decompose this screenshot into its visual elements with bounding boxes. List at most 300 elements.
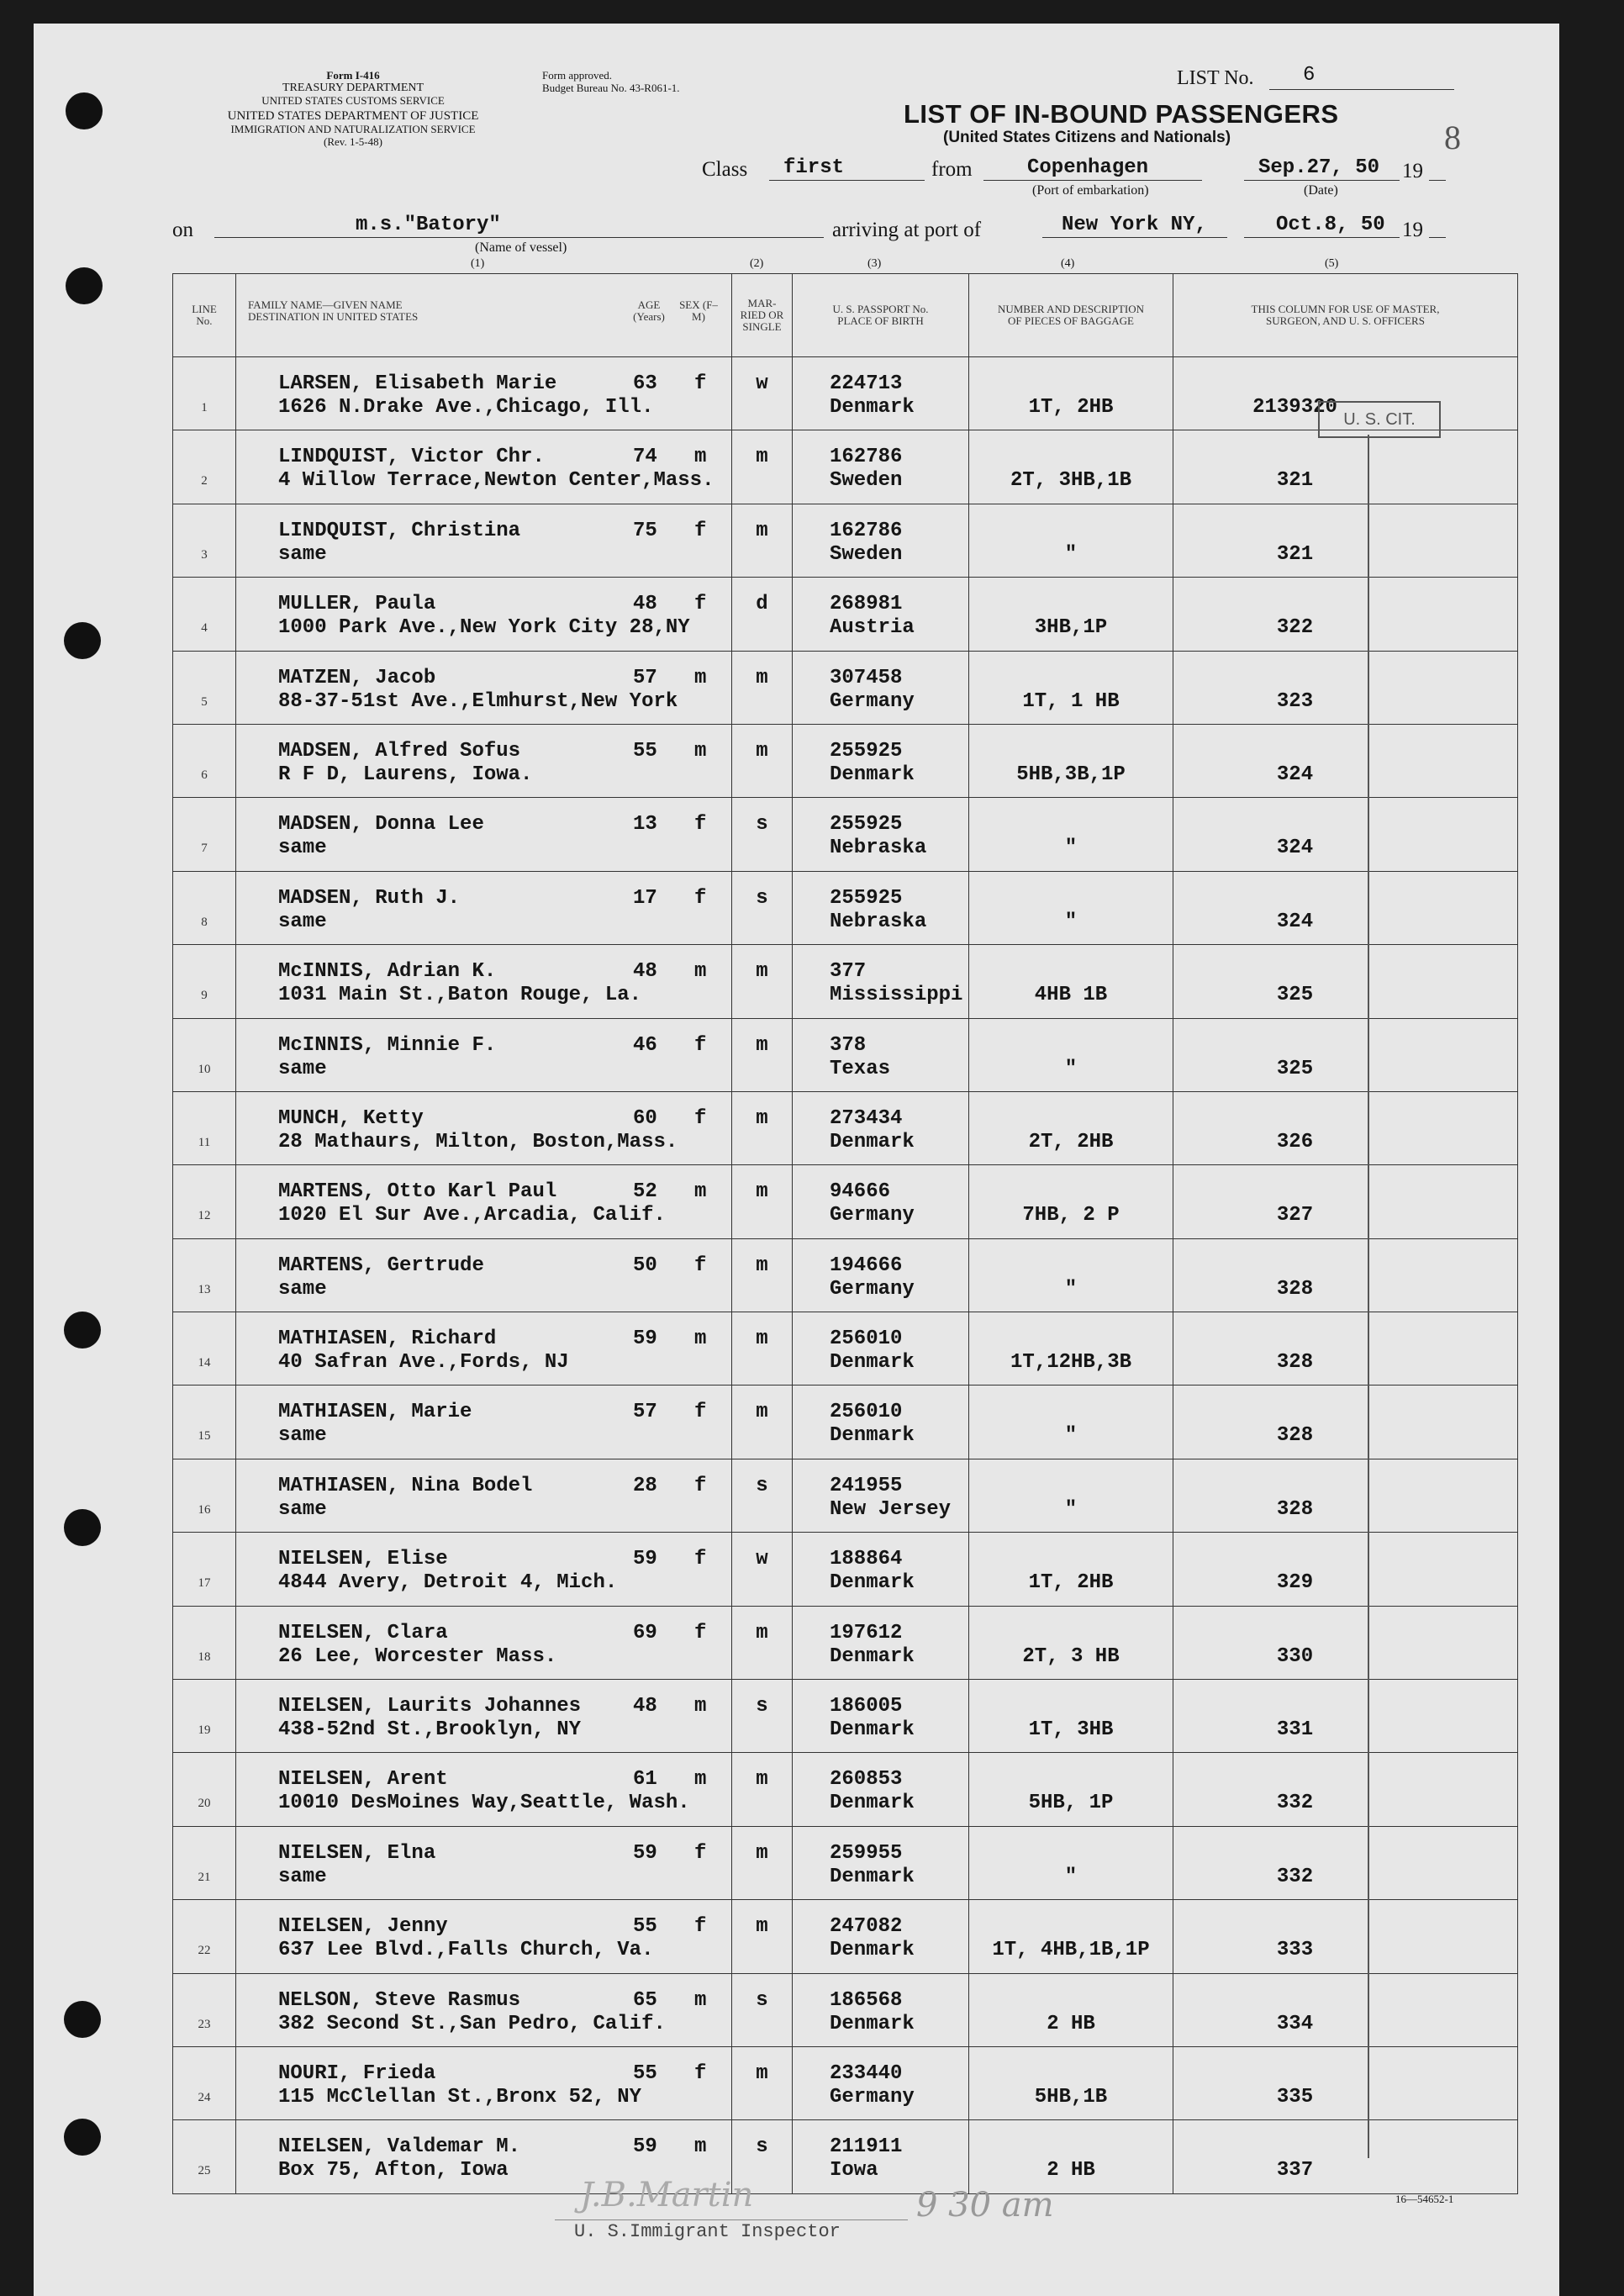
officer-code: 325 — [1276, 984, 1314, 1007]
passenger-name: MADSEN, Ruth J. — [278, 886, 461, 910]
passport-number: 256010 — [830, 1327, 903, 1351]
on-label: on — [172, 219, 193, 241]
passport-number: 211911 — [830, 2135, 903, 2159]
name-cell — [236, 2046, 732, 2119]
destination: same — [278, 542, 327, 566]
passenger-name: NELSON, Steve Rasmus — [278, 1988, 521, 2012]
from-value: Copenhagen — [1027, 156, 1149, 179]
age: 59 — [633, 1327, 657, 1351]
destination: same — [278, 1865, 327, 1888]
line-no: 16 — [198, 1502, 211, 1517]
officers-cell — [1173, 1459, 1518, 1532]
marital-cell — [732, 1165, 793, 1238]
baggage: 3HB,1P — [1034, 616, 1108, 640]
officer-code: 327 — [1276, 1204, 1314, 1227]
officers-cell — [1173, 798, 1518, 871]
baggage-cell — [969, 1018, 1173, 1091]
col-num-baggage: (4) — [1061, 257, 1075, 270]
line-no: 13 — [198, 1282, 211, 1296]
destination: 115 McClellan St.,Bronx 52, NY — [278, 2085, 642, 2109]
passport-number: 255925 — [830, 886, 903, 910]
line-no-cell — [173, 1312, 236, 1386]
marital-cell — [732, 1018, 793, 1091]
line-no: 8 — [201, 915, 208, 929]
marital-status: s — [756, 1474, 768, 1497]
name-cell — [236, 1606, 732, 1679]
officers-cell — [1173, 945, 1518, 1018]
age: 60 — [633, 1106, 657, 1130]
table-header — [173, 274, 1518, 357]
line-no: 10 — [198, 1062, 211, 1076]
line-no: 2 — [201, 474, 208, 488]
sex: f — [694, 1033, 707, 1057]
table-row — [173, 1091, 1518, 1164]
passport-number: 377 — [830, 960, 867, 984]
officer-code: 328 — [1276, 1277, 1314, 1301]
marital-cell — [732, 1753, 793, 1826]
baggage: " — [1064, 542, 1078, 566]
line-no-cell — [173, 2120, 236, 2193]
officer-code: 321 — [1276, 542, 1314, 566]
table-row — [173, 1753, 1518, 1826]
arriving-label: arriving at port of — [832, 219, 982, 241]
baggage: 2T, 2HB — [1028, 1130, 1114, 1153]
line-no: 17 — [198, 1576, 211, 1591]
officer-code: 2139320 — [1252, 396, 1337, 419]
col-line-no: LINE No. — [173, 274, 236, 357]
officer-code: 328 — [1276, 1424, 1314, 1448]
sex: m — [694, 446, 707, 469]
port-caption: (Port of embarkation) — [1032, 183, 1149, 198]
baggage-cell — [969, 724, 1173, 797]
passport-cell — [793, 1680, 969, 1753]
passport-number: 162786 — [830, 519, 903, 542]
marital-status: m — [756, 1254, 768, 1277]
age: 13 — [633, 813, 657, 837]
embark-date: Sep.27, 50 — [1258, 156, 1380, 179]
officer-code: 328 — [1276, 1497, 1314, 1521]
officer-code: 325 — [1276, 1057, 1314, 1080]
destination: 1020 El Sur Ave.,Arcadia, Calif. — [278, 1204, 666, 1227]
revision: (Rev. 1-5-48) — [324, 135, 382, 148]
table-row — [173, 1165, 1518, 1238]
age: 17 — [633, 886, 657, 910]
binder-hole — [64, 1509, 101, 1546]
officers-cell — [1173, 1165, 1518, 1238]
place-of-birth: Germany — [830, 1277, 915, 1301]
officers-cell — [1173, 504, 1518, 577]
place-of-birth: Denmark — [830, 1424, 915, 1448]
name-cell — [236, 1165, 732, 1238]
line-no-cell — [173, 1459, 236, 1532]
place-of-birth: Denmark — [830, 2012, 915, 2035]
passport-number: 233440 — [830, 2061, 903, 2085]
place-of-birth: Sweden — [830, 542, 903, 566]
line-no-cell — [173, 724, 236, 797]
ins-service: IMMIGRATION AND NATURALIZATION SERVICE — [230, 123, 476, 135]
vessel-caption: (Name of vessel) — [475, 240, 567, 255]
line-no-cell — [173, 1238, 236, 1312]
passenger-name: MADSEN, Alfred Sofus — [278, 739, 521, 763]
marital-status: m — [756, 739, 768, 763]
name-cell — [236, 430, 732, 504]
officer-code: 332 — [1276, 1792, 1314, 1815]
sex: m — [694, 666, 707, 689]
us-citizen-stamp: U. S. CIT. — [1318, 401, 1441, 438]
page-number: 8 — [1444, 119, 1461, 156]
passport-number: 188864 — [830, 1548, 903, 1571]
page-title: LIST OF IN-BOUND PASSENGERS — [904, 99, 1339, 129]
sex: f — [694, 813, 707, 837]
sex: f — [694, 593, 707, 616]
officers-cell — [1173, 871, 1518, 944]
marital-status: m — [756, 1033, 768, 1057]
passenger-name: MATHIASEN, Nina Bodel — [278, 1474, 533, 1497]
officer-code: 332 — [1276, 1865, 1314, 1888]
passenger-name: NIELSEN, Valdemar M. — [278, 2135, 521, 2159]
place-of-birth: Iowa — [830, 2159, 878, 2183]
line-no: 23 — [198, 2017, 211, 2031]
table-row — [173, 1018, 1518, 1091]
class-value: first — [783, 156, 845, 179]
marital-cell — [732, 871, 793, 944]
baggage-cell — [969, 1900, 1173, 1973]
year-prefix: 19 — [1402, 160, 1423, 182]
arrival-date-line — [1244, 237, 1400, 238]
sex: m — [694, 1768, 707, 1792]
name-cell — [236, 1386, 732, 1459]
list-no-line — [1269, 89, 1454, 90]
table-row — [173, 1900, 1518, 1973]
officers-cell — [1173, 1973, 1518, 2046]
marital-status: m — [756, 1768, 768, 1792]
marital-cell — [732, 1312, 793, 1386]
marital-cell — [732, 1900, 793, 1973]
table-row — [173, 1826, 1518, 1899]
line-no: 19 — [198, 1723, 211, 1738]
arrival-port: New York NY, — [1062, 214, 1207, 236]
officers-cell — [1173, 1533, 1518, 1606]
passport-cell — [793, 1386, 969, 1459]
destination: 10010 DesMoines Way,Seattle, Wash. — [278, 1792, 690, 1815]
col-married: MAR- RIED OR SINGLE — [732, 274, 793, 357]
passenger-name: NIELSEN, Arent — [278, 1768, 448, 1792]
destination: same — [278, 1057, 327, 1080]
name-cell — [236, 1018, 732, 1091]
passport-cell — [793, 1238, 969, 1312]
sex: f — [694, 1474, 707, 1497]
baggage: " — [1064, 1057, 1078, 1080]
officer-code: 329 — [1276, 1571, 1314, 1595]
officer-code: 323 — [1276, 689, 1314, 713]
baggage-cell — [969, 1606, 1173, 1679]
sex: m — [694, 1988, 707, 2012]
officers-cell — [1173, 430, 1518, 504]
baggage-cell — [969, 2120, 1173, 2193]
destination: Box 75, Afton, Iowa — [278, 2159, 509, 2183]
passport-cell — [793, 871, 969, 944]
col-passport: U. S. PASSPORT No. PLACE OF BIRTH — [793, 274, 969, 357]
age: 52 — [633, 1180, 657, 1204]
baggage: 2T, 3HB,1B — [1010, 469, 1132, 493]
officer-code: 337 — [1276, 2159, 1314, 2183]
table-row — [173, 578, 1518, 651]
passenger-name: NIELSEN, Elise — [278, 1548, 448, 1571]
passport-cell — [793, 430, 969, 504]
passport-cell — [793, 2046, 969, 2119]
baggage-cell — [969, 1459, 1173, 1532]
table-row — [173, 1533, 1518, 1606]
marital-cell — [732, 1386, 793, 1459]
vessel-name: m.s."Batory" — [356, 214, 501, 236]
passport-cell — [793, 724, 969, 797]
place-of-birth: Denmark — [830, 1939, 915, 1962]
marital-cell — [732, 578, 793, 651]
baggage: " — [1064, 1277, 1078, 1301]
arrival-year-line — [1429, 237, 1446, 238]
passport-cell — [793, 1459, 969, 1532]
from-label: from — [931, 158, 973, 181]
age: 48 — [633, 1695, 657, 1718]
passenger-name: LINDQUIST, Christina — [278, 519, 521, 542]
year-line — [1429, 180, 1446, 181]
name-cell — [236, 1826, 732, 1899]
col-num-officers: (5) — [1325, 257, 1339, 270]
binder-hole — [66, 267, 103, 304]
marital-cell — [732, 357, 793, 430]
sex: m — [694, 2135, 707, 2159]
line-no-cell — [173, 1900, 236, 1973]
table-row — [173, 504, 1518, 577]
line-no: 1 — [201, 401, 208, 414]
place-of-birth: Denmark — [830, 1792, 915, 1815]
binder-hole — [64, 622, 101, 659]
baggage-cell — [969, 1973, 1173, 2046]
officers-cell — [1173, 651, 1518, 724]
officer-code: 324 — [1276, 837, 1314, 860]
sex: f — [694, 519, 707, 542]
baggage: 4HB 1B — [1034, 984, 1108, 1007]
table-row — [173, 2046, 1518, 2119]
sex: m — [694, 1180, 707, 1204]
place-of-birth: Sweden — [830, 469, 903, 493]
officer-code: 330 — [1276, 1644, 1314, 1668]
marital-cell — [732, 1238, 793, 1312]
line-no-cell — [173, 504, 236, 577]
age: 75 — [633, 519, 657, 542]
marital-cell — [732, 724, 793, 797]
baggage: " — [1064, 1497, 1078, 1521]
officers-cell — [1173, 1900, 1518, 1973]
destination: same — [278, 1424, 327, 1448]
destination: same — [278, 910, 327, 933]
treasury-dept: TREASURY DEPARTMENT — [282, 82, 424, 94]
passport-number: 260853 — [830, 1768, 903, 1792]
passport-cell — [793, 1091, 969, 1164]
place-of-birth: Mississippi — [830, 984, 963, 1007]
baggage-cell — [969, 945, 1173, 1018]
line-no: 15 — [198, 1429, 211, 1444]
sex: f — [694, 1254, 707, 1277]
age: 63 — [633, 372, 657, 395]
passenger-name: MULLER, Paula — [278, 593, 436, 616]
marital-status: m — [756, 1841, 768, 1865]
destination: 40 Safran Ave.,Fords, NJ — [278, 1351, 569, 1375]
marital-status: m — [756, 519, 768, 542]
name-cell — [236, 871, 732, 944]
passport-cell — [793, 1826, 969, 1899]
marital-status: m — [756, 1621, 768, 1644]
budget-text: Budget Bureau No. 43-R061-1. — [542, 82, 680, 94]
baggage: 1T, 1 HB — [1022, 689, 1120, 713]
table-row — [173, 1680, 1518, 1753]
passport-cell — [793, 1533, 969, 1606]
age: 48 — [633, 960, 657, 984]
name-cell — [236, 651, 732, 724]
passenger-name: McINNIS, Adrian K. — [278, 960, 497, 984]
from-line — [983, 180, 1202, 181]
officer-code: 331 — [1276, 1718, 1314, 1742]
name-cell — [236, 724, 732, 797]
table-row — [173, 1459, 1518, 1532]
officer-code: 335 — [1276, 2085, 1314, 2109]
place-of-birth: Nebraska — [830, 837, 927, 860]
name-cell — [236, 1753, 732, 1826]
name-cell — [236, 1312, 732, 1386]
form-approval — [542, 69, 680, 94]
place-of-birth: Nebraska — [830, 910, 927, 933]
place-of-birth: Austria — [830, 616, 915, 640]
place-of-birth: Texas — [830, 1057, 891, 1080]
officers-cell — [1173, 1018, 1518, 1091]
line-no: 5 — [201, 694, 208, 709]
list-no-label: LIST No. — [1177, 67, 1254, 89]
baggage: 1T, 2HB — [1028, 1571, 1114, 1595]
table-row — [173, 798, 1518, 871]
baggage-cell — [969, 357, 1173, 430]
table-row — [173, 724, 1518, 797]
destination: 4 Willow Terrace,Newton Center,Mass. — [278, 469, 714, 493]
passport-number: 247082 — [830, 1915, 903, 1939]
baggage-cell — [969, 651, 1173, 724]
passenger-name: MATHIASEN, Richard — [278, 1327, 497, 1351]
sex: f — [694, 2061, 707, 2085]
baggage: 7HB, 2 P — [1022, 1204, 1120, 1227]
destination: same — [278, 1277, 327, 1301]
sex: f — [694, 1621, 707, 1644]
baggage-cell — [969, 1386, 1173, 1459]
passenger-name: MARTENS, Gertrude — [278, 1254, 484, 1277]
age: 59 — [633, 1841, 657, 1865]
line-no-cell — [173, 1680, 236, 1753]
passport-number: 186568 — [830, 1988, 903, 2012]
destination: 4844 Avery, Detroit 4, Mich. — [278, 1571, 618, 1595]
passenger-name: NIELSEN, Jenny — [278, 1915, 448, 1939]
baggage: 2T, 3 HB — [1022, 1644, 1120, 1668]
marital-cell — [732, 945, 793, 1018]
page-subtitle: (United States Citizens and Nationals) — [943, 129, 1231, 146]
baggage: " — [1064, 837, 1078, 860]
vessel-col-number: (1) — [471, 257, 485, 270]
binder-hole — [66, 92, 103, 129]
marital-status: s — [756, 1988, 768, 2012]
passport-cell — [793, 1900, 969, 1973]
passport-cell — [793, 945, 969, 1018]
place-of-birth: Denmark — [830, 396, 915, 419]
age: 59 — [633, 2135, 657, 2159]
table-row — [173, 2120, 1518, 2193]
marital-cell — [732, 1459, 793, 1532]
baggage-cell — [969, 1533, 1173, 1606]
baggage-cell — [969, 2046, 1173, 2119]
baggage-cell — [969, 1091, 1173, 1164]
line-no-cell — [173, 578, 236, 651]
table-row — [173, 357, 1518, 430]
destination: same — [278, 1497, 327, 1521]
baggage: 1T,12HB,3B — [1010, 1351, 1132, 1375]
passenger-table — [172, 273, 1518, 2194]
age: 61 — [633, 1768, 657, 1792]
baggage-cell — [969, 1826, 1173, 1899]
line-no-cell — [173, 871, 236, 944]
passport-cell — [793, 1606, 969, 1679]
line-no-cell — [173, 1165, 236, 1238]
baggage-cell — [969, 1238, 1173, 1312]
col-num-married: (2) — [750, 257, 764, 270]
officer-code: 334 — [1276, 2012, 1314, 2035]
baggage: 5HB,1B — [1034, 2085, 1108, 2109]
form-info — [160, 69, 546, 148]
passport-number: 241955 — [830, 1474, 903, 1497]
passport-cell — [793, 357, 969, 430]
officer-code: 328 — [1276, 1351, 1314, 1375]
passport-number: 162786 — [830, 446, 903, 469]
destination: 382 Second St.,San Pedro, Calif. — [278, 2012, 666, 2035]
passport-number: 378 — [830, 1033, 867, 1057]
passenger-name: McINNIS, Minnie F. — [278, 1033, 497, 1057]
destination: same — [278, 837, 327, 860]
age: 69 — [633, 1621, 657, 1644]
age: 65 — [633, 1988, 657, 2012]
sex: f — [694, 1841, 707, 1865]
destination: 28 Mathaurs, Milton, Boston,Mass. — [278, 1130, 678, 1153]
line-no: 21 — [198, 1870, 211, 1884]
destination: 88-37-51st Ave.,Elmhurst,New York — [278, 689, 678, 713]
baggage: 5HB,3B,1P — [1016, 763, 1126, 786]
passport-number: 224713 — [830, 372, 903, 395]
baggage: 2 HB — [1047, 2159, 1095, 2183]
passport-number: 186005 — [830, 1695, 903, 1718]
baggage-cell — [969, 871, 1173, 944]
sex: f — [694, 1915, 707, 1939]
place-of-birth: Denmark — [830, 1644, 915, 1668]
baggage: " — [1064, 910, 1078, 933]
passenger-name: NOURI, Frieda — [278, 2061, 436, 2085]
sex: f — [694, 372, 707, 395]
line-no: 12 — [198, 1209, 211, 1223]
passport-cell — [793, 504, 969, 577]
form-code: 16—54652-1 — [1395, 2193, 1454, 2205]
marital-status: s — [756, 2135, 768, 2159]
line-no-cell — [173, 1973, 236, 2046]
officers-cell — [1173, 1238, 1518, 1312]
place-of-birth: Denmark — [830, 1865, 915, 1888]
officer-code: 321 — [1276, 469, 1314, 493]
officer-code: 322 — [1276, 616, 1314, 640]
passport-cell — [793, 1018, 969, 1091]
name-cell — [236, 1973, 732, 2046]
baggage-cell — [969, 1312, 1173, 1386]
